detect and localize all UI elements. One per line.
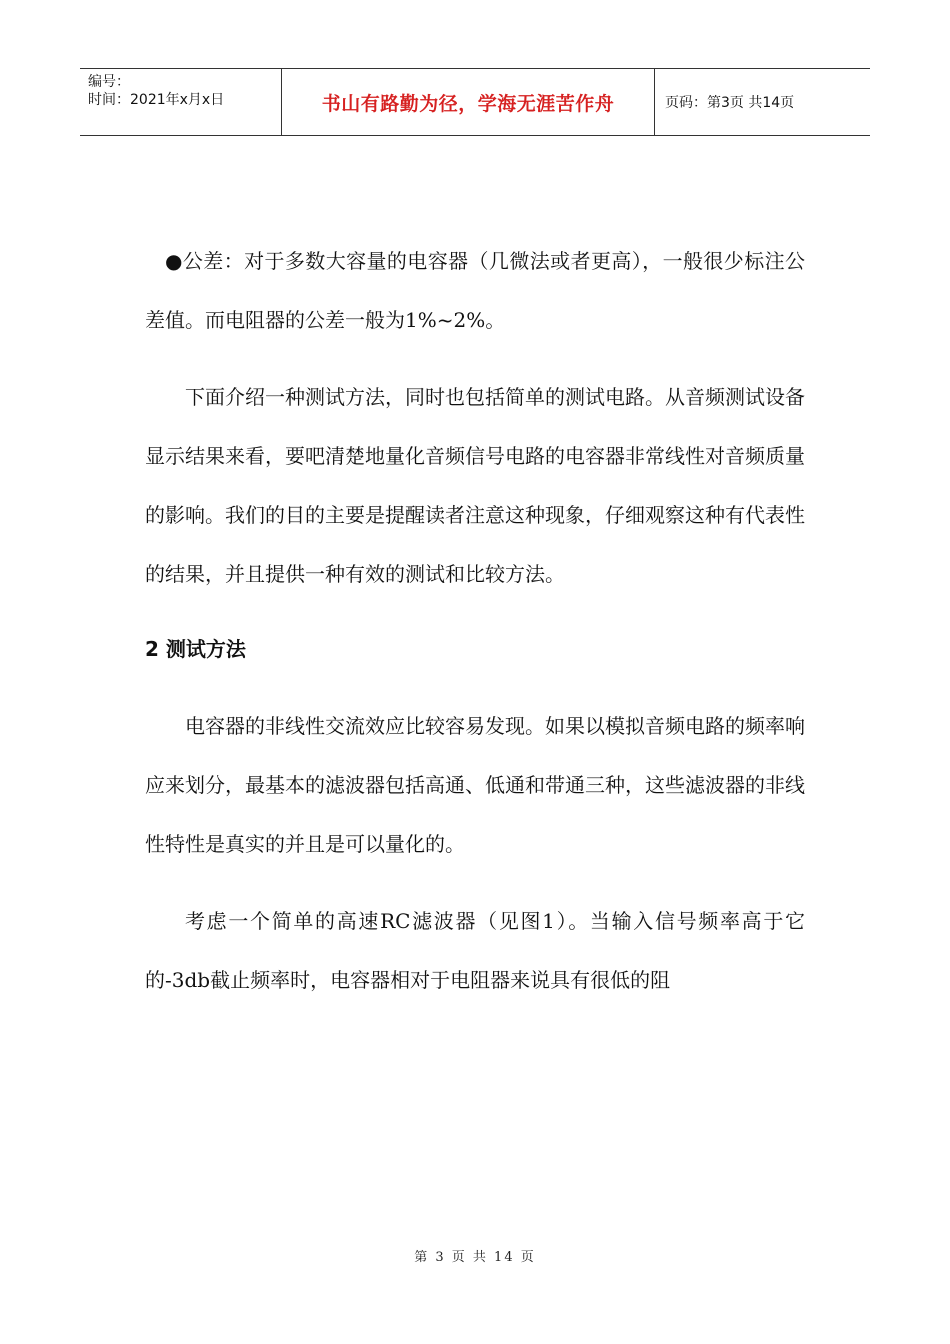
document-date: 时间：2021年x月x日 <box>88 92 225 108</box>
header-page-info: 页码：第3页 共14页 <box>665 95 795 111</box>
paragraph-tolerance: ●公差：对于多数大容量的电容器（几微法或者更高），一般很少标注公差值。而电阻器的公差一般为1%~2%。 <box>145 249 805 332</box>
document-body <box>145 232 805 1010</box>
document-header <box>80 68 870 136</box>
header-motto: 书山有路勤为径，学海无涯苦作舟 <box>282 69 655 135</box>
document-number-label: 编号： <box>88 74 130 90</box>
page-footer: 第 3 页 共 14 页 <box>414 1250 536 1265</box>
paragraph-intro: 下面介绍一种测试方法，同时也包括简单的测试电路。从音频测试设备显示结果来看，要吧清楚地量化音频信号电路的电容器非常线性对音频质量的影响。我们的目的主要是提醒读者注意这种现象，仔细观察这种有代表性的结果，并且提供一种有效的测试和比较方法。 <box>145 385 805 586</box>
header-meta-cell <box>80 69 282 135</box>
paragraph-rc-filter: 考虑一个简单的高速RC滤波器（见图1）。当输入信号频率高于它的-3db截止频率时，电容器相对于电阻器来说具有很低的阻 <box>145 909 805 992</box>
section-heading: 2 测试方法 <box>145 637 246 661</box>
paragraph-nonlinear: 电容器的非线性交流效应比较容易发现。如果以模拟音频电路的频率响应来划分，最基本的滤波器包括高通、低通和带通三种，这些滤波器的非线性特性是真实的并且是可以量化的。 <box>145 714 805 856</box>
